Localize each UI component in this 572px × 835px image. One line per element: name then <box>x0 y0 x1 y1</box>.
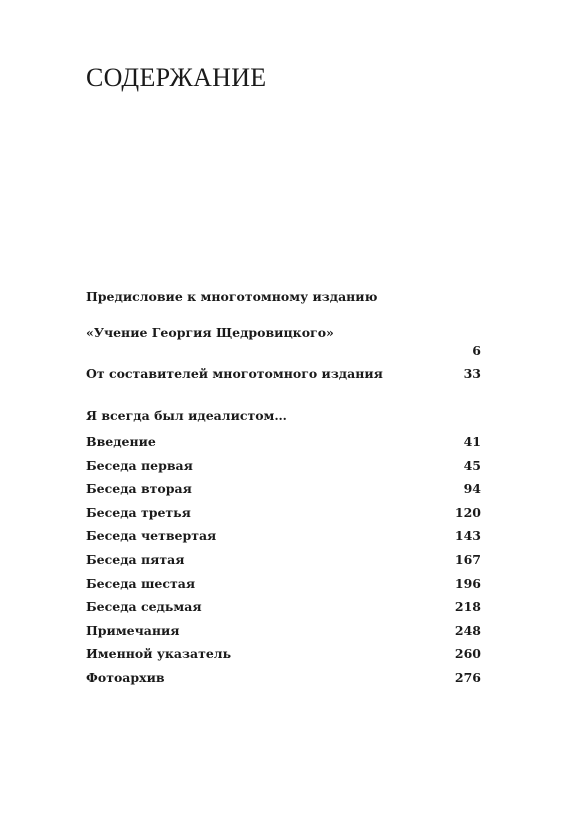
page-title: СОДЕРЖАНИЕ <box>86 63 267 92</box>
toc-entry-label: Беседа пятая <box>86 551 185 567</box>
toc-entry-label: Примечания <box>86 622 180 638</box>
toc-entry <box>86 622 481 640</box>
toc-entry-label: Беседа первая <box>86 457 193 473</box>
toc-entry <box>86 645 481 663</box>
toc-entry-label: Именной указатель <box>86 646 232 662</box>
toc-entry-label-line: Предисловие к многотомному изданию <box>86 289 378 304</box>
table-of-contents <box>86 270 481 693</box>
toc-entry-label: Беседа седьмая <box>86 599 202 615</box>
toc-entry-page: 260 <box>454 646 481 662</box>
toc-entry <box>86 480 481 498</box>
toc-entry <box>86 433 481 451</box>
toc-entry-page: 45 <box>463 457 481 473</box>
toc-entry <box>86 527 481 545</box>
toc-entry-label: Фотоархив <box>86 669 165 685</box>
toc-entry-page: 167 <box>454 551 481 567</box>
toc-entry-page: 94 <box>463 481 481 497</box>
toc-entry <box>86 551 481 569</box>
toc-entry-page: 6 <box>472 343 481 358</box>
toc-entry-label-line: «Учение Георгия Щедровицкого» <box>86 325 334 340</box>
toc-entry-label: Беседа третья <box>86 504 191 520</box>
toc-entry <box>86 598 481 616</box>
toc-entry-page: 120 <box>454 504 481 520</box>
toc-entry <box>86 457 481 475</box>
toc-entry <box>86 504 481 522</box>
toc-entry-compilers <box>86 365 481 383</box>
toc-entry-page: 248 <box>454 622 481 638</box>
toc-entry-page: 196 <box>454 575 481 591</box>
toc-entry-page: 33 <box>463 366 481 381</box>
toc-entry <box>86 575 481 593</box>
toc-entry-label: Беседа шестая <box>86 575 196 591</box>
toc-entry-preface <box>86 270 481 360</box>
toc-entry-page: 218 <box>454 599 481 615</box>
toc-entry-label: Беседа вторая <box>86 481 192 497</box>
section-heading: Я всегда был идеалистом… <box>86 408 287 423</box>
chapter-list <box>86 433 481 687</box>
toc-entry-label: От составителей многотомного издания <box>86 366 383 381</box>
toc-entry-page: 41 <box>463 434 481 449</box>
toc-entry-label: Беседа четвертая <box>86 528 217 544</box>
toc-entry-label <box>86 270 377 360</box>
toc-entry-label: Введение <box>86 434 156 449</box>
toc-entry <box>86 669 481 687</box>
toc-entry-page: 143 <box>454 528 481 544</box>
toc-entry-page: 276 <box>454 669 481 685</box>
